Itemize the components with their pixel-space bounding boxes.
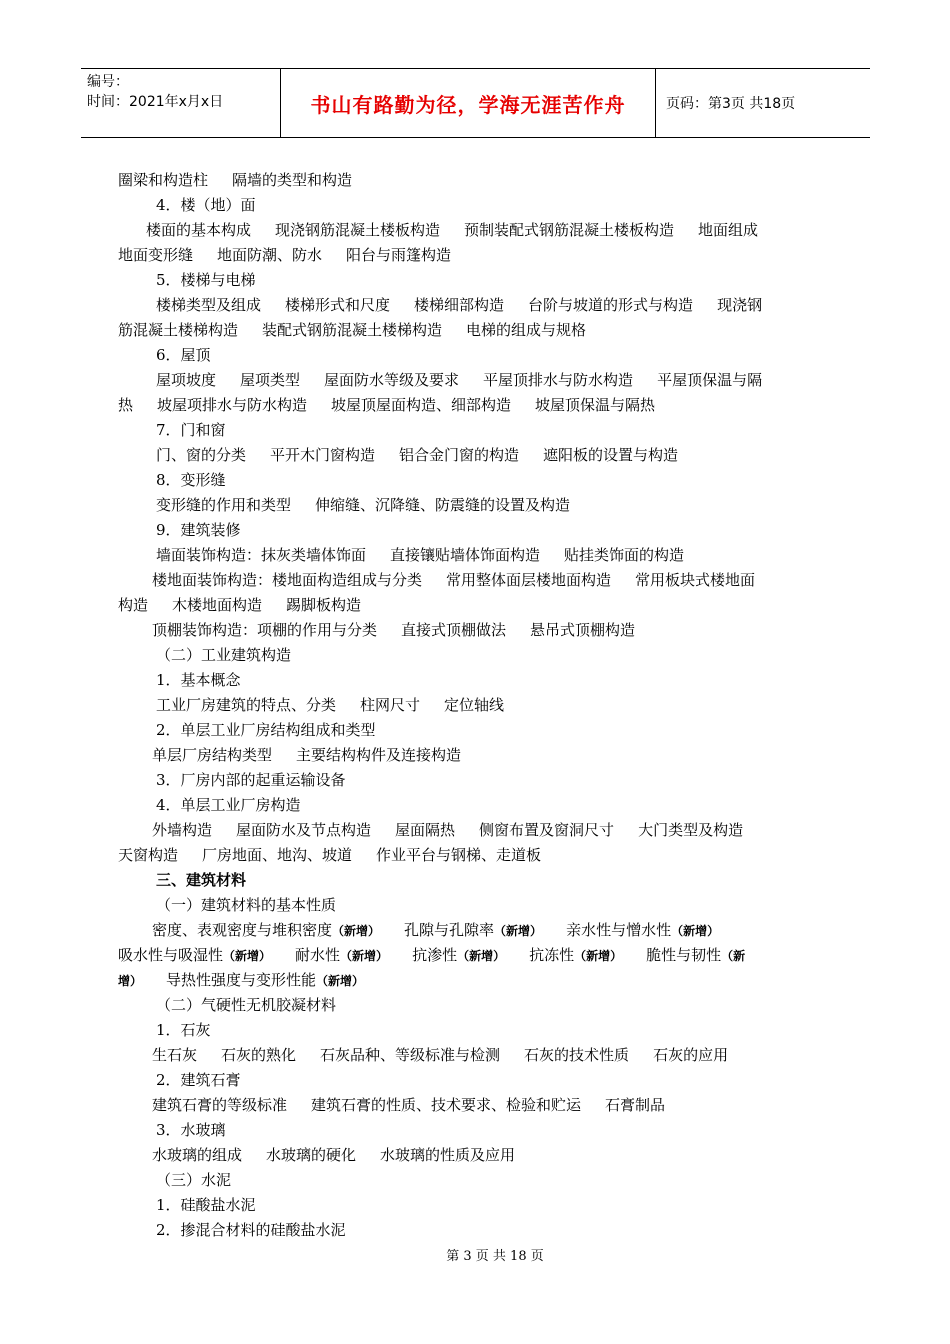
subsection-heading: 7．门和窗 xyxy=(156,421,226,439)
subsection-heading: 4．楼（地）面 xyxy=(156,196,256,214)
subsection-heading: 6．屋顶 xyxy=(156,346,211,364)
text-line: 墙面装饰构造：抹灰类墙体饰面 直接镶贴墙体饰面构造 贴挂类饰面的构造 xyxy=(156,546,685,564)
new-badge: （新增） xyxy=(457,949,506,963)
text-line: 楼地面装饰构造：楼地面构造组成与分类 常用整体面层楼地面构造 常用板块式楼地面 xyxy=(152,571,756,589)
text-line: 屋项坡度 屋项类型 屋面防水等级及要求 平屋顶排水与防水构造 平屋顶保温与隔 xyxy=(156,371,763,389)
section-heading: （一）建筑材料的基本性质 xyxy=(156,896,337,914)
new-badge: （新增） xyxy=(332,924,381,938)
header-page-info xyxy=(656,69,870,137)
page-info: 页码：第3页 共18页 xyxy=(666,96,796,112)
new-badge: （新增） xyxy=(223,949,272,963)
new-badge: （新增） xyxy=(494,924,543,938)
text-line: 筋混凝土楼梯构造 装配式钢筋混凝土楼梯构造 电梯的组成与规格 xyxy=(118,321,587,339)
new-badge: （新增） xyxy=(316,974,365,988)
page-footer: 第 3 页 共 18 页 xyxy=(446,1249,544,1264)
new-badge: （新 xyxy=(721,949,746,963)
text-line: 门、窗的分类 平开木门窗构造 铝合金门窗的构造 遮阳板的设置与构造 xyxy=(156,446,679,464)
header-motto-cell xyxy=(281,69,656,137)
text-line: 密度、表观密度与堆积密度（新增） 孔隙与孔隙率（新增） 亲水性与憎水性（新增） xyxy=(152,921,720,939)
subsection-heading: 2．单层工业厂房结构组成和类型 xyxy=(156,721,376,739)
text-line: 增） 导热性强度与变形性能（新增） xyxy=(118,971,365,989)
section-heading: （二）气硬性无机胶凝材料 xyxy=(156,996,337,1014)
subsection-heading: 3．水玻璃 xyxy=(156,1121,226,1139)
text-line: 顶棚装饰构造：项棚的作用与分类 直接式顶棚做法 悬吊式顶棚构造 xyxy=(152,621,636,639)
subsection-heading: 1．基本概念 xyxy=(156,671,241,689)
text-line: 圈梁和构造柱 隔墙的类型和构造 xyxy=(118,171,353,189)
text-line: 吸水性与吸湿性（新增） 耐水性（新增） 抗渗性（新增） 抗冻性（新增） 脆性与韧性（新 xyxy=(118,946,746,964)
number-label: 编号： xyxy=(87,74,129,90)
document-body xyxy=(118,168,838,1243)
text-line: 热 坡屋项排水与防水构造 坡屋顶屋面构造、细部构造 坡屋顶保温与隔热 xyxy=(118,396,656,414)
subsection-heading: 8．变形缝 xyxy=(156,471,226,489)
text-line: 楼面的基本构成 现浇钢筋混凝土楼板构造 预制装配式钢筋混凝土楼板构造 地面组成 xyxy=(146,221,759,239)
text-line: 构造 木楼地面构造 踢脚板构造 xyxy=(118,596,362,614)
new-badge: （新增） xyxy=(574,949,623,963)
page-header xyxy=(81,68,870,138)
text-line: 天窗构造 厂房地面、地沟、坡道 作业平台与钢梯、走道板 xyxy=(118,846,542,864)
text-line: 变形缝的作用和类型 伸缩缝、沉降缝、防震缝的设置及构造 xyxy=(156,496,571,514)
subsection-heading: 3．厂房内部的起重运输设备 xyxy=(156,771,346,789)
subsection-heading: 1．石灰 xyxy=(156,1021,211,1039)
subsection-heading: 2．掺混合材料的硅酸盐水泥 xyxy=(156,1221,346,1239)
subsection-heading: 5．楼梯与电梯 xyxy=(156,271,256,289)
text-line: 地面变形缝 地面防潮、防水 阳台与雨篷构造 xyxy=(118,246,452,264)
new-badge: （新增） xyxy=(340,949,389,963)
text-line: 生石灰 石灰的熟化 石灰品种、等级标准与检测 石灰的技术性质 石灰的应用 xyxy=(152,1046,729,1064)
new-badge: 增） xyxy=(118,974,143,988)
subsection-heading: 2．建筑石膏 xyxy=(156,1071,241,1089)
subsection-heading: 1．硅酸盐水泥 xyxy=(156,1196,256,1214)
time-label: 时间：2021年x月x日 xyxy=(87,94,224,110)
text-line: 楼梯类型及组成 楼梯形式和尺度 楼梯细部构造 台阶与坡道的形式与构造 现浇钢 xyxy=(156,296,763,314)
motto: 书山有路勤为径，学海无涯苦作舟 xyxy=(310,92,626,117)
chapter-heading: 三、建筑材料 xyxy=(156,871,247,889)
text-line: 外墙构造 屋面防水及节点构造 屋面隔热 侧窗布置及窗洞尺寸 大门类型及构造 xyxy=(152,821,744,839)
new-badge: （新增） xyxy=(671,924,720,938)
text-line: 工业厂房建筑的特点、分类 柱网尺寸 定位轴线 xyxy=(156,696,505,714)
text-line: 单层厂房结构类型 主要结构构件及连接构造 xyxy=(152,746,462,764)
subsection-heading: 4．单层工业厂房构造 xyxy=(156,796,301,814)
text-line: 水玻璃的组成 水玻璃的硬化 水玻璃的性质及应用 xyxy=(152,1146,516,1164)
subsection-heading: 9．建筑装修 xyxy=(156,521,241,539)
section-heading: （二）工业建筑构造 xyxy=(156,646,292,664)
text-line: 建筑石膏的等级标准 建筑石膏的性质、技术要求、检验和贮运 石膏制品 xyxy=(152,1096,666,1114)
section-heading: （三）水泥 xyxy=(156,1171,232,1189)
header-meta xyxy=(81,69,281,137)
